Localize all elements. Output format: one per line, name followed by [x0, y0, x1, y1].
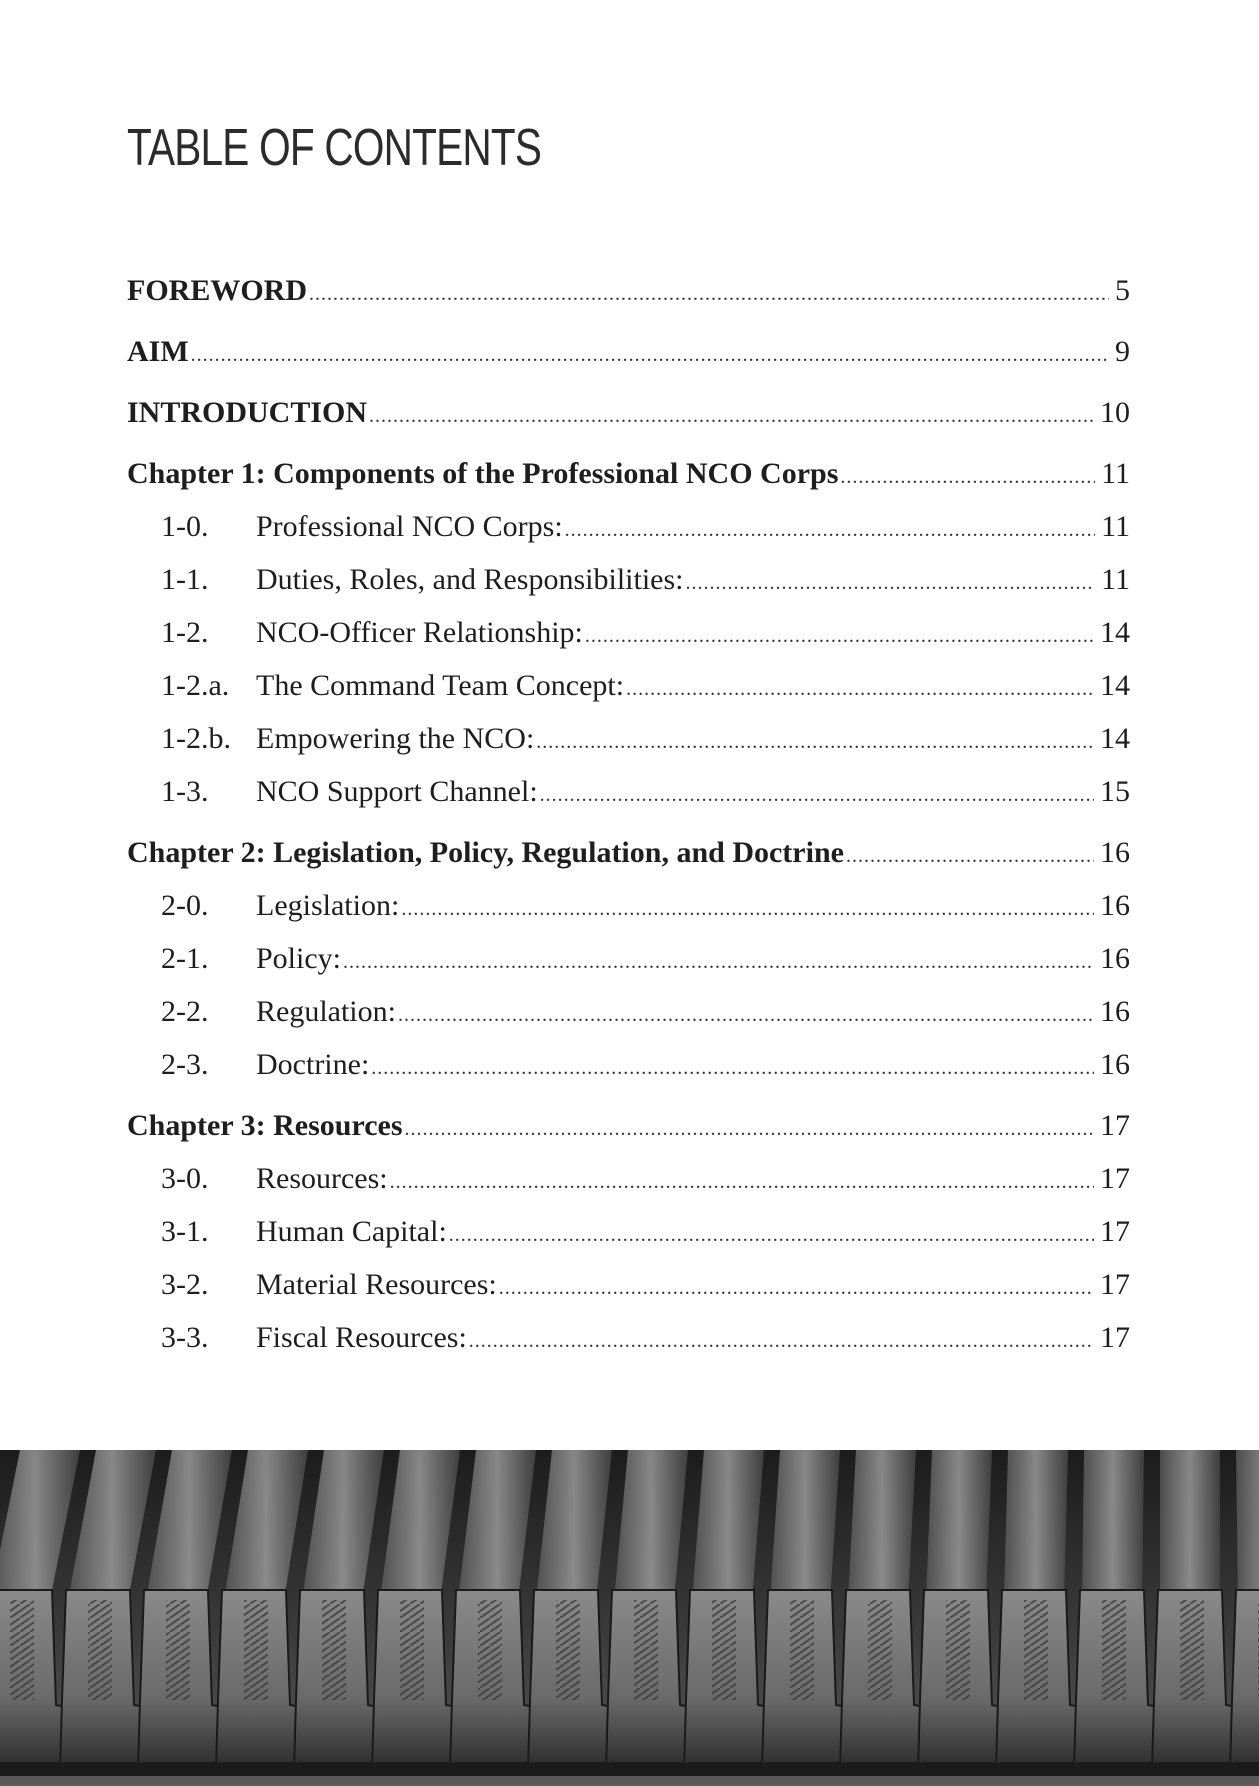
toc-page-number: 9	[1115, 335, 1130, 368]
toc-subentry[interactable]	[127, 1160, 1130, 1201]
toc-section-number: 2-0.	[161, 889, 209, 922]
toc-section-number: 1-1.	[161, 563, 209, 596]
toc-page-number: 16	[1100, 836, 1130, 869]
dot-leader	[585, 617, 1094, 655]
toc-page-number: 10	[1100, 396, 1130, 429]
toc-subentry[interactable]	[127, 1046, 1130, 1087]
toc-section-number: 3-1.	[161, 1215, 209, 1248]
dot-leader	[369, 397, 1094, 435]
toc-page-number: 14	[1100, 722, 1130, 755]
toc-subentry[interactable]	[127, 561, 1130, 602]
dot-leader	[840, 458, 1095, 496]
toc-entry-label: Regulation:	[256, 995, 396, 1028]
boot-laces	[1024, 1600, 1048, 1700]
toc-page-number: 16	[1100, 942, 1130, 975]
toc-entry-label: Material Resources:	[256, 1268, 497, 1301]
toc-entry-label: FOREWORD	[127, 274, 307, 307]
toc-entry-label: NCO Support Channel:	[256, 775, 538, 808]
toc-subentry[interactable]	[127, 1213, 1130, 1254]
toc-page-number: 11	[1101, 510, 1130, 543]
toc-entry-label: Empowering the NCO:	[256, 722, 535, 755]
trouser-leg	[1236, 1450, 1259, 1600]
toc-section-number: 1-2.b.	[161, 722, 231, 755]
toc-page-number: 16	[1100, 1048, 1130, 1081]
boot-laces	[322, 1600, 346, 1700]
toc-section-number: 3-0.	[161, 1162, 209, 1195]
toc-page-number: 17	[1100, 1268, 1130, 1301]
toc-section-number: 2-1.	[161, 942, 209, 975]
boot-laces	[634, 1600, 658, 1700]
toc-section-number: 2-2.	[161, 995, 209, 1028]
boot-laces	[10, 1600, 34, 1700]
toc-page-number: 17	[1100, 1162, 1130, 1195]
boot-laces	[478, 1600, 502, 1700]
toc-entry-label: The Command Team Concept:	[256, 669, 625, 702]
boot-laces	[88, 1600, 112, 1700]
boots-photo	[0, 1450, 1259, 1786]
toc-section-number: 3-2.	[161, 1268, 209, 1301]
dot-leader	[846, 837, 1094, 875]
toc-section-number: 1-2.a.	[161, 669, 230, 702]
toc-section-number: 1-2.	[161, 616, 209, 649]
toc-page-number: 5	[1115, 274, 1130, 307]
boot-laces	[946, 1600, 970, 1700]
dot-leader	[405, 1110, 1094, 1148]
toc-entry-label: Human Capital:	[256, 1215, 447, 1248]
toc-entry-label: Duties, Roles, and Responsibilities:	[256, 563, 684, 596]
page-title: TABLE OF CONTENTS	[127, 119, 542, 177]
toc-page-number: 17	[1100, 1109, 1130, 1142]
toc-entry-label: AIM	[127, 335, 189, 368]
toc-entry-label: Chapter 3: Resources	[127, 1109, 403, 1142]
toc-page-number: 16	[1100, 995, 1130, 1028]
dot-leader	[565, 511, 1095, 549]
toc-entry-label: Resources:	[256, 1162, 388, 1195]
toc-entry-foreword[interactable]	[127, 272, 1130, 313]
toc-entry-label: Professional NCO Corps:	[256, 510, 563, 543]
toc-entry-introduction[interactable]	[127, 394, 1130, 435]
toc-page-number: 14	[1100, 616, 1130, 649]
dot-leader	[398, 996, 1094, 1034]
toc-entry-chapter-1[interactable]	[127, 455, 1130, 496]
toc-subentry[interactable]	[127, 720, 1130, 761]
trouser-leg	[1082, 1450, 1144, 1600]
trouser-leg	[926, 1450, 992, 1600]
dot-leader	[390, 1163, 1094, 1201]
dot-leader	[343, 943, 1094, 981]
trouser-leg	[692, 1450, 764, 1600]
dot-leader	[449, 1216, 1094, 1254]
toc-section-number: 2-3.	[161, 1048, 209, 1081]
trouser-leg	[1004, 1450, 1068, 1600]
boot-laces	[556, 1600, 580, 1700]
table-of-contents	[127, 272, 1130, 1360]
toc-entry-label: INTRODUCTION	[127, 396, 368, 429]
toc-entry-label: Doctrine:	[256, 1048, 370, 1081]
dot-leader	[309, 275, 1109, 313]
toc-section-number: 1-0.	[161, 510, 209, 543]
toc-subentry[interactable]	[127, 667, 1130, 708]
dot-leader	[401, 890, 1094, 928]
boot-laces	[712, 1600, 736, 1700]
toc-entry-aim[interactable]	[127, 333, 1130, 374]
toc-entry-chapter-2[interactable]	[127, 834, 1130, 875]
boot-laces	[868, 1600, 892, 1700]
boot-laces	[166, 1600, 190, 1700]
toc-subentry[interactable]	[127, 508, 1130, 549]
toc-subentry[interactable]	[127, 773, 1130, 814]
toc-page-number: 14	[1100, 669, 1130, 702]
toc-subentry[interactable]	[127, 887, 1130, 928]
toc-subentry[interactable]	[127, 614, 1130, 655]
boot-sole	[1230, 1762, 1259, 1776]
toc-section-number: 1-3.	[161, 775, 209, 808]
dot-leader	[536, 723, 1094, 761]
toc-page-number: 16	[1100, 889, 1130, 922]
toc-entry-label: Fiscal Resources:	[256, 1321, 467, 1354]
boot-laces	[790, 1600, 814, 1700]
toc-subentry[interactable]	[127, 1319, 1130, 1360]
toc-entry-label: Chapter 1: Components of the Professional NCO Corps	[127, 457, 839, 490]
toc-subentry[interactable]	[127, 993, 1130, 1034]
trouser-leg	[1160, 1450, 1220, 1600]
dot-leader	[469, 1322, 1094, 1360]
toc-entry-label: Chapter 2: Legislation, Policy, Regulation, and Doctrine	[127, 836, 844, 869]
dot-leader	[499, 1269, 1094, 1307]
dot-leader	[686, 564, 1096, 602]
toc-subentry[interactable]	[127, 1266, 1130, 1307]
toc-page-number: 17	[1100, 1215, 1130, 1248]
toc-page-number: 17	[1100, 1321, 1130, 1354]
toc-entry-label: Policy:	[256, 942, 342, 975]
dot-leader	[540, 776, 1094, 814]
boots-illustration	[0, 1450, 1259, 1786]
boot-laces	[400, 1600, 424, 1700]
trouser-leg	[848, 1450, 916, 1600]
boot	[1230, 1590, 1259, 1770]
toc-entry-chapter-3[interactable]	[127, 1107, 1130, 1148]
dot-leader	[626, 670, 1094, 708]
boot-laces	[244, 1600, 268, 1700]
toc-entry-label: NCO-Officer Relationship:	[256, 616, 583, 649]
toc-page-number: 11	[1101, 563, 1130, 596]
toc-entry-label: Legislation:	[256, 889, 400, 922]
boot-laces	[1102, 1600, 1126, 1700]
toc-page-number: 11	[1101, 457, 1130, 490]
toc-page-number: 15	[1100, 775, 1130, 808]
boot-laces	[1180, 1600, 1204, 1700]
toc-section-number: 3-3.	[161, 1321, 209, 1354]
dot-leader	[371, 1049, 1094, 1087]
toc-subentry[interactable]	[127, 940, 1130, 981]
trouser-leg	[770, 1450, 840, 1600]
dot-leader	[191, 336, 1109, 374]
